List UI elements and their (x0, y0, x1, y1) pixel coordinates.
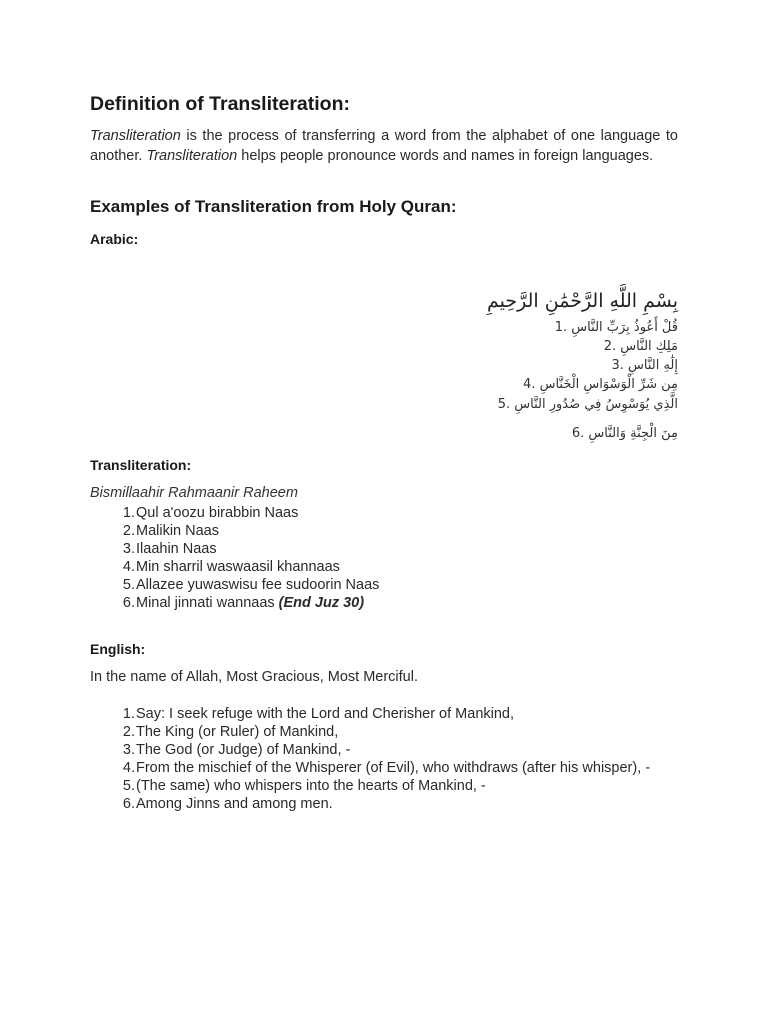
end-juz-note: (End Juz 30) (278, 595, 365, 611)
list-text: The God (or Judge) of Mankind, - (136, 742, 351, 758)
list-number: 4. (122, 559, 135, 575)
list-item (90, 777, 486, 795)
list-number: 5. (122, 577, 135, 593)
list-number: 4. (122, 760, 135, 776)
arabic-verse-5: الَّذِي يُوَسْوِسُ فِي صُدُورِ النَّاسِ .5 (497, 397, 678, 412)
list-number: 2. (122, 724, 135, 740)
list-item (90, 741, 351, 759)
list-text: Qul a'oozu birabbin Naas (136, 505, 299, 521)
english-list (90, 705, 651, 813)
list-text: The King (or Ruler) of Mankind, (136, 724, 339, 740)
list-item (90, 576, 380, 594)
transliteration-heading: Bismillaahir Rahmaanir Raheem (90, 485, 298, 501)
list-item (90, 522, 219, 540)
list-item (90, 594, 365, 612)
intro-paragraph (90, 127, 678, 166)
list-text: Say: I seek refuge with the Lord and Cherisher of Mankind, (136, 706, 515, 722)
list-text: Minal jinnati wannaas (136, 595, 275, 611)
intro-text-2: helps people pronounce words and names in foreign languages. (237, 147, 654, 164)
list-number: 1. (122, 505, 135, 521)
arabic-verse-4: مِن شَرِّ الْوَسْوَاسِ الْخَنَّاسِ .4 (523, 377, 678, 392)
transliteration-list (90, 504, 380, 612)
list-text: Min sharril waswaasil khannaas (136, 559, 340, 575)
list-text: Ilaahin Naas (136, 541, 217, 557)
list-text: From the mischief of the Whisperer (of Evil), who withdraws (after his whisper), - (136, 760, 651, 776)
transliteration-label: Transliteration: (90, 457, 192, 473)
intro-term-1: Transliteration (90, 128, 181, 144)
english-label: English: (90, 641, 146, 657)
list-number: 1. (122, 706, 135, 722)
list-number: 5. (122, 778, 135, 794)
arabic-basmala: بِسْمِ اللَّهِ الرَّحْمَٰنِ الرَّحِيمِ (487, 290, 678, 312)
arabic-label: Arabic: (90, 231, 139, 247)
list-text-with-note (136, 594, 364, 612)
list-item (90, 540, 217, 558)
list-number: 6. (122, 796, 135, 812)
list-text: Allazee yuwaswisu fee sudoorin Naas (136, 577, 380, 593)
arabic-verse-1: قُلْ أَعُوذُ بِرَبِّ النَّاسِ .1 (554, 320, 678, 335)
list-text: Malikin Naas (136, 523, 219, 539)
list-number: 3. (122, 742, 135, 758)
list-item (90, 759, 651, 777)
list-number: 2. (122, 523, 135, 539)
examples-heading: Examples of Transliteration from Holy Quran: (90, 197, 457, 216)
arabic-verse-2: مَلِكِ النَّاسِ .2 (603, 339, 678, 354)
list-item (90, 504, 299, 522)
list-item (90, 795, 333, 813)
arabic-verse-3: إِلَٰهِ النَّاسِ .3 (611, 358, 678, 373)
english-intro: In the name of Allah, Most Gracious, Most Merciful. (90, 669, 418, 685)
arabic-verse-6: مِنَ الْجِنَّةِ وَالنَّاسِ .6 (571, 426, 678, 441)
list-number: 3. (122, 541, 135, 557)
page-title: Definition of Transliteration: (90, 93, 351, 115)
list-text: (The same) who whispers into the hearts of Mankind, - (136, 778, 486, 794)
list-item (90, 705, 515, 723)
intro-text-1: is the process of transferring a word from the alphabet of one language to another. (90, 128, 678, 164)
list-text: Among Jinns and among men. (136, 796, 333, 812)
list-item (90, 723, 339, 741)
list-item (90, 558, 340, 576)
intro-term-2: Transliteration (146, 147, 238, 164)
list-number: 6. (122, 595, 135, 611)
